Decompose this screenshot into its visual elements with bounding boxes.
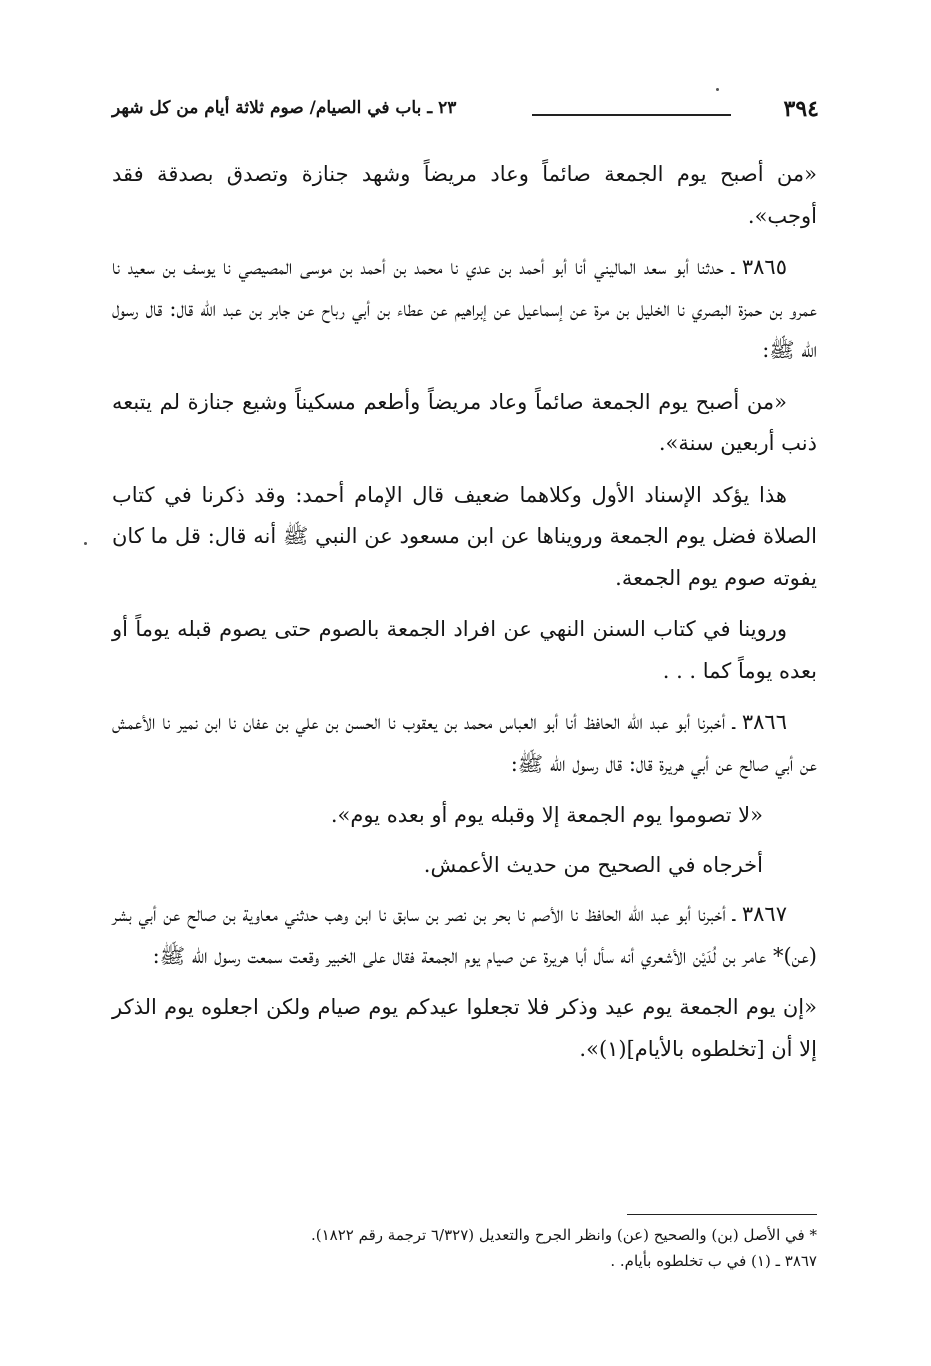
footnotes (112, 1222, 817, 1274)
hadith-text: «من أصبح يوم الجمعة صائماً وعاد مريضاً وشهد جنازة وتصدق بصدقة فقد أوجب». (112, 162, 817, 228)
header-rule (532, 114, 731, 116)
running-header (112, 96, 819, 126)
hadith-chain-3865: ٣٨٦٥ ـ حدثنا أبو سعد الماليني أنا أبو أحمد بن عدي نا محمد بن أحمد بن موسى المصيصي نا يوسف بن سعيد نا عمرو بن حمزة البصري نا الخليل بن مرة عن إسماعيل عن إبراهيم عن عطاء بن أبي رباح عن جابر بن عبد الله قال: قال رسول الله ﷺ: (112, 255, 817, 362)
commentary-paragraph: هذا يؤكد الإسناد الأول وكلاهما ضعيف قال الإمام أحمد: وقد ذكرنا في كتاب الصلاة فضل يوم الجمعة ورويناها عن ابن مسعود عن النبي ﷺ أنه قال: قل ما كان يفوته صوم يوم الجمعة. (112, 482, 817, 590)
commentary-paragraph: وروينا في كتاب السنن النهي عن افراد الجمعة بالصوم حتى يصوم قبله يوماً أو بعده يوماً كما . . . (112, 617, 817, 683)
page-number: ٣٩٤ (783, 96, 819, 122)
hadith-text: «إن يوم الجمعة يوم عيد وذكر فلا تجعلوا عيدكم يوم صيام ولكن اجعلوه يوم الذكر إلا أن [تخلطوه بالأيام](١)». (112, 995, 817, 1061)
main-text (112, 154, 817, 1080)
source-note: أخرجاه في الصحيح من حديث الأعمش. (423, 852, 763, 877)
running-title: ٢٣ ـ باب في الصيام/ صوم ثلاثة أيام من كل شهر (112, 98, 457, 118)
hadith-chain-3866: ٣٨٦٦ ـ أخبرنا أبو عبد الله الحافظ أنا أبو العباس محمد بن يعقوب نا الحسن بن علي بن عفان نا ابن نمير نا الأعمش عن أبي صالح عن أبي هريرة قال: قال رسول الله ﷺ: (112, 710, 817, 776)
footnote-rule (627, 1214, 817, 1215)
hadith-chain-3867: ٣٨٦٧ ـ أخبرنا أبو عبد الله الحافظ نا الأصم نا بحر بن نصر بن سابق نا ابن وهب حدثني معاوية بن صالح عن أبي بشر (عن)* عامر بن لُدَيْن الأشعري أنه سأل أبا هريرة عن صيام يوم الجمعة فقال على الخبير وقعت سمعت رسول الله ﷺ: (112, 902, 817, 968)
hadith-text: «لا تصوموا يوم الجمعة إلا وقبله يوم أو بعده يوم». (330, 803, 763, 827)
scan-speck (716, 88, 719, 91)
scan-speck (84, 542, 87, 545)
footnote-item: ٣٨٦٧ ـ (١) في ب تخلطوه بأيام. . (610, 1252, 817, 1270)
hadith-text: «من أصبح يوم الجمعة صائماً وعاد مريضاً وأطعم مسكيناً وشيع جنازة لم يتبعه ذنب أربعين سنة». (112, 389, 817, 455)
footnote-item: * في الأصل (بن) والصحيح (عن) وانظر الجرح والتعديل (٦/٣٢٧ ترجمة رقم ١٨٢٢). (311, 1226, 817, 1244)
